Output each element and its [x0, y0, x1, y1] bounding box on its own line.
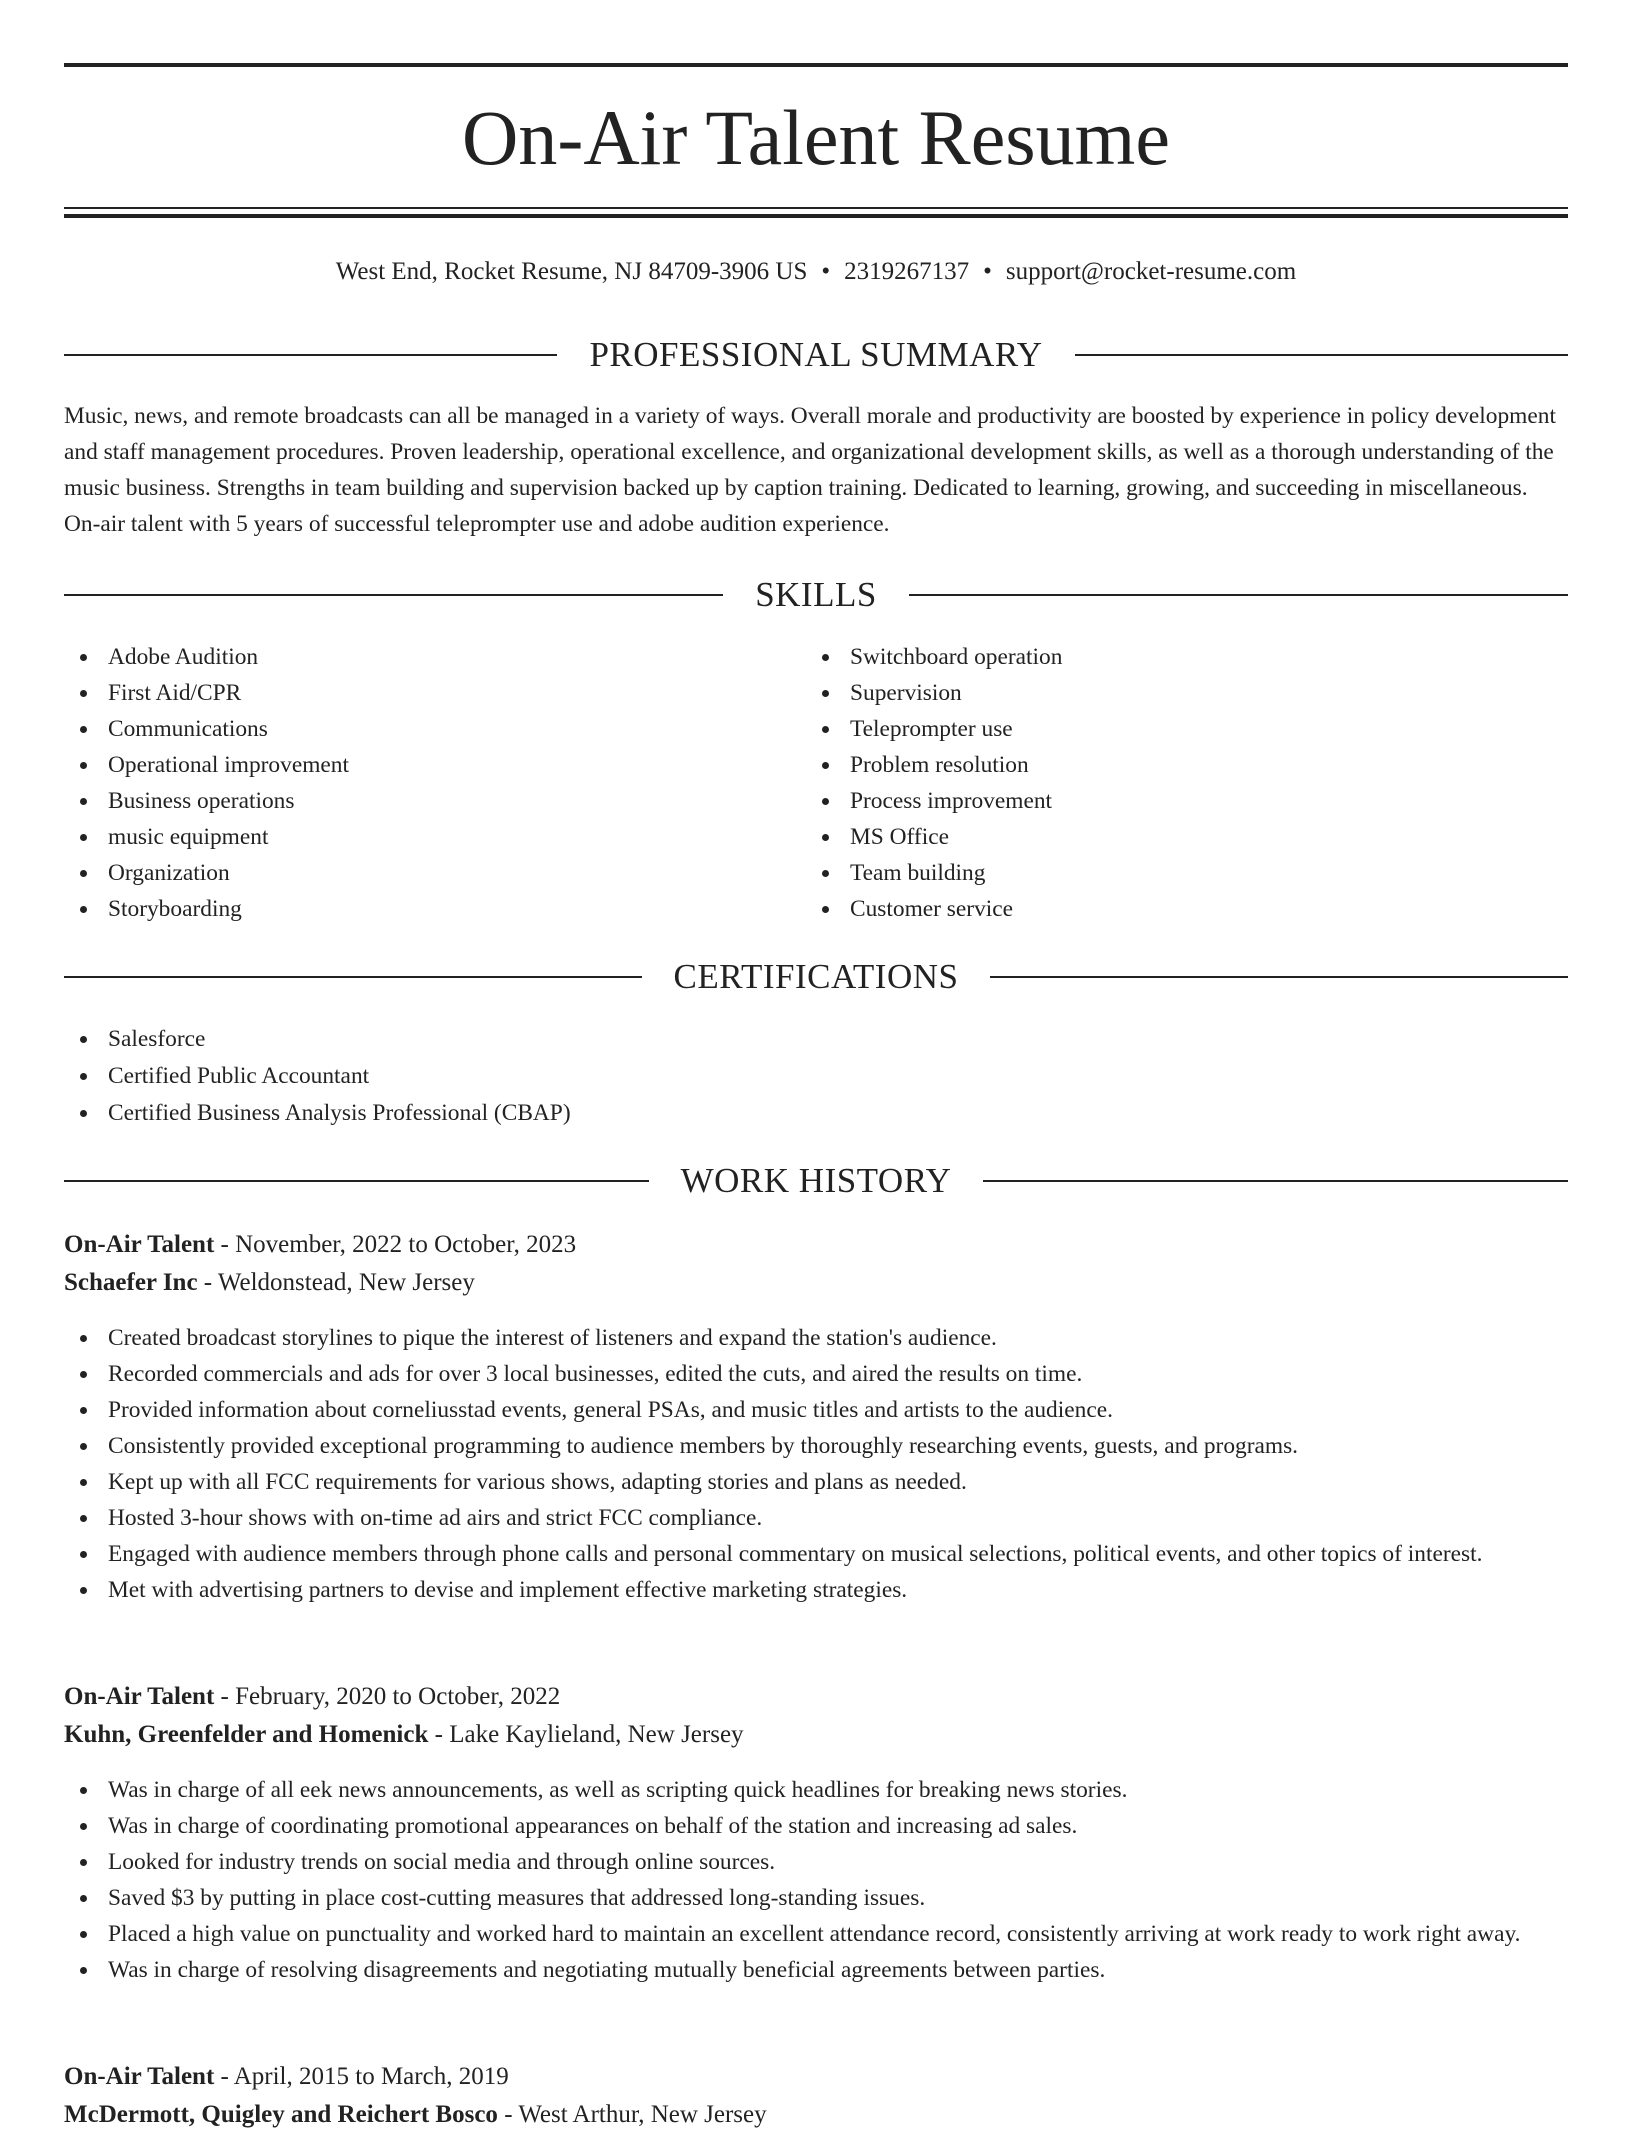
skill-item: First Aid/CPR [64, 675, 804, 711]
job-duty: Provided information about corneliusstad events, general PSAs, and music titles and artists to the audience. [64, 1392, 1568, 1428]
contact-line [64, 254, 1568, 290]
job-duty: Saved $3 by putting in place cost-cutting measures that addressed long-standing issues. [64, 1880, 1568, 1916]
skill-item: music equipment [64, 819, 804, 855]
heading-rule-right [983, 1180, 1568, 1182]
job-dash: - [214, 2063, 234, 2090]
job-company-line [64, 2097, 1568, 2133]
job-dash: - [214, 1231, 236, 1258]
job-title: On-Air Talent [64, 2063, 215, 2090]
job-dates: February, 2020 to October, 2022 [235, 1683, 561, 1710]
skill-item: Communications [64, 711, 804, 747]
contact-phone: 2319267137 [844, 258, 970, 285]
job-duty: Kept up with all FCC requirements for various shows, adapting stories and plans as needed. [64, 1464, 1568, 1500]
job-dash: - [214, 1683, 236, 1710]
job-duty: Was in charge of resolving disagreements and negotiating mutually beneficial agreements between parties. [64, 1952, 1568, 1988]
skill-item: Process improvement [806, 783, 1546, 819]
skill-item: Adobe Audition [64, 639, 804, 675]
heading-rule-left [64, 1180, 649, 1182]
heading-rule-right [1075, 354, 1568, 356]
job-duty: Engaged with audience members through phone calls and personal commentary on musical selections, political events, and other topics of interest. [64, 1536, 1538, 1572]
skill-item: Storyboarding [64, 891, 804, 927]
header-bottom-rule-1 [64, 207, 1568, 209]
section-heading-skills [64, 573, 1568, 617]
heading-rule-left [64, 976, 642, 978]
job-duty: Met with advertising partners to devise and implement effective marketing strategies. [64, 1572, 1568, 1608]
job-dates: November, 2022 to October, 2023 [235, 1231, 577, 1258]
section-heading-certifications [64, 955, 1568, 999]
job-duty: Created broadcast storylines to pique the interest of listeners and expand the station's audience. [64, 1320, 1568, 1356]
job-title-line [64, 1227, 1568, 1263]
heading-rule-right [909, 594, 1568, 596]
job-location: Weldonstead, New Jersey [217, 1269, 475, 1296]
job-company-line [64, 1265, 1568, 1301]
job-dash: - [428, 1721, 450, 1748]
skill-item: Team building [806, 855, 1546, 891]
skill-item: MS Office [806, 819, 1546, 855]
resume-title: On-Air Talent Resume [462, 94, 1170, 181]
job-title: On-Air Talent [64, 1231, 215, 1258]
job-duty: Was in charge of all eek news announcements, as well as scripting quick headlines for breaking news stories. [64, 1772, 1568, 1808]
contact-separator: • [821, 258, 831, 285]
skill-item: Business operations [64, 783, 804, 819]
skill-item: Problem resolution [806, 747, 1546, 783]
section-title: WORK HISTORY [680, 1161, 952, 1200]
job-duty: Placed a high value on punctuality and worked hard to maintain an excellent attendance record, consistently arriving at work ready to work right away. [64, 1916, 1538, 1952]
job-title: On-Air Talent [64, 1683, 215, 1710]
heading-rule-left [64, 594, 723, 596]
contact-separator: • [983, 258, 992, 285]
job-company-line [64, 1717, 1568, 1753]
skill-item: Customer service [806, 891, 1546, 927]
contact-address: West End, Rocket Resume, NJ 84709-3906 US [335, 258, 808, 285]
section-heading-summary [64, 333, 1568, 377]
job-dash: - [197, 1269, 218, 1296]
job-company: Schaefer Inc [64, 1269, 198, 1296]
skill-item: Switchboard operation [806, 639, 1546, 675]
job-title-line [64, 2059, 1568, 2095]
job-location: Lake Kaylieland, New Jersey [449, 1721, 744, 1748]
header-top-rule [64, 63, 1568, 67]
job-duty: Hosted 3-hour shows with on-time ad airs and strict FCC compliance. [64, 1500, 1568, 1536]
job-duty: Looked for industry trends on social media and through online sources. [64, 1844, 1568, 1880]
skill-item: Supervision [806, 675, 1546, 711]
certification-item: Salesforce [64, 1021, 1568, 1058]
header-bottom-rule-2 [64, 214, 1568, 218]
job-duty: Consistently provided exceptional programming to audience members by thoroughly researching events, guests, and programs. [64, 1428, 1568, 1464]
job-company: McDermott, Quigley and Reichert Bosco [64, 2101, 498, 2128]
job-duties-list [64, 1772, 1568, 1988]
section-title: PROFESSIONAL SUMMARY [589, 335, 1043, 374]
contact-email: support@rocket-resume.com [1005, 258, 1297, 285]
section-title: CERTIFICATIONS [673, 957, 959, 996]
heading-rule-right [990, 976, 1568, 978]
heading-rule-left [64, 354, 557, 356]
section-heading-work-history [64, 1159, 1568, 1203]
skill-item: Organization [64, 855, 804, 891]
job-company: Kuhn, Greenfelder and Homenick [64, 1721, 429, 1748]
job-dates: April, 2015 to March, 2019 [233, 2063, 509, 2090]
skill-item: Operational improvement [64, 747, 804, 783]
section-title: SKILLS [755, 575, 877, 614]
skills-list-left [64, 639, 804, 927]
skill-item: Teleprompter use [806, 711, 1546, 747]
skills-list-right [806, 639, 1546, 927]
certification-item: Certified Public Accountant [64, 1058, 1568, 1095]
summary-text: Music, news, and remote broadcasts can all be managed in a variety of ways. Overall morale and productivity are boosted by experience in policy development and staff management procedures. Proven leadership, operational excellence, and organizational development skills, as well as a thorough understanding of the music business. Strengths in team building and supervision backed up by caption training. Dedicated to learning, growing, and succeeding in miscellaneous. On-air talent with 5 years of successful teleprompter use and adobe audition experience. [64, 403, 1556, 537]
job-dash: - [497, 2101, 519, 2128]
job-duty: Recorded commercials and ads for over 3 local businesses, edited the cuts, and aired the results on time. [64, 1356, 1568, 1392]
job-title-line [64, 1679, 1568, 1715]
job-duty: Was in charge of coordinating promotional appearances on behalf of the station and increasing ad sales. [64, 1808, 1568, 1844]
job-location: West Arthur, New Jersey [518, 2101, 767, 2128]
certifications-list [64, 1021, 1568, 1132]
job-duties-list [64, 1320, 1568, 1608]
certification-item: Certified Business Analysis Professional (CBAP) [64, 1095, 1568, 1132]
